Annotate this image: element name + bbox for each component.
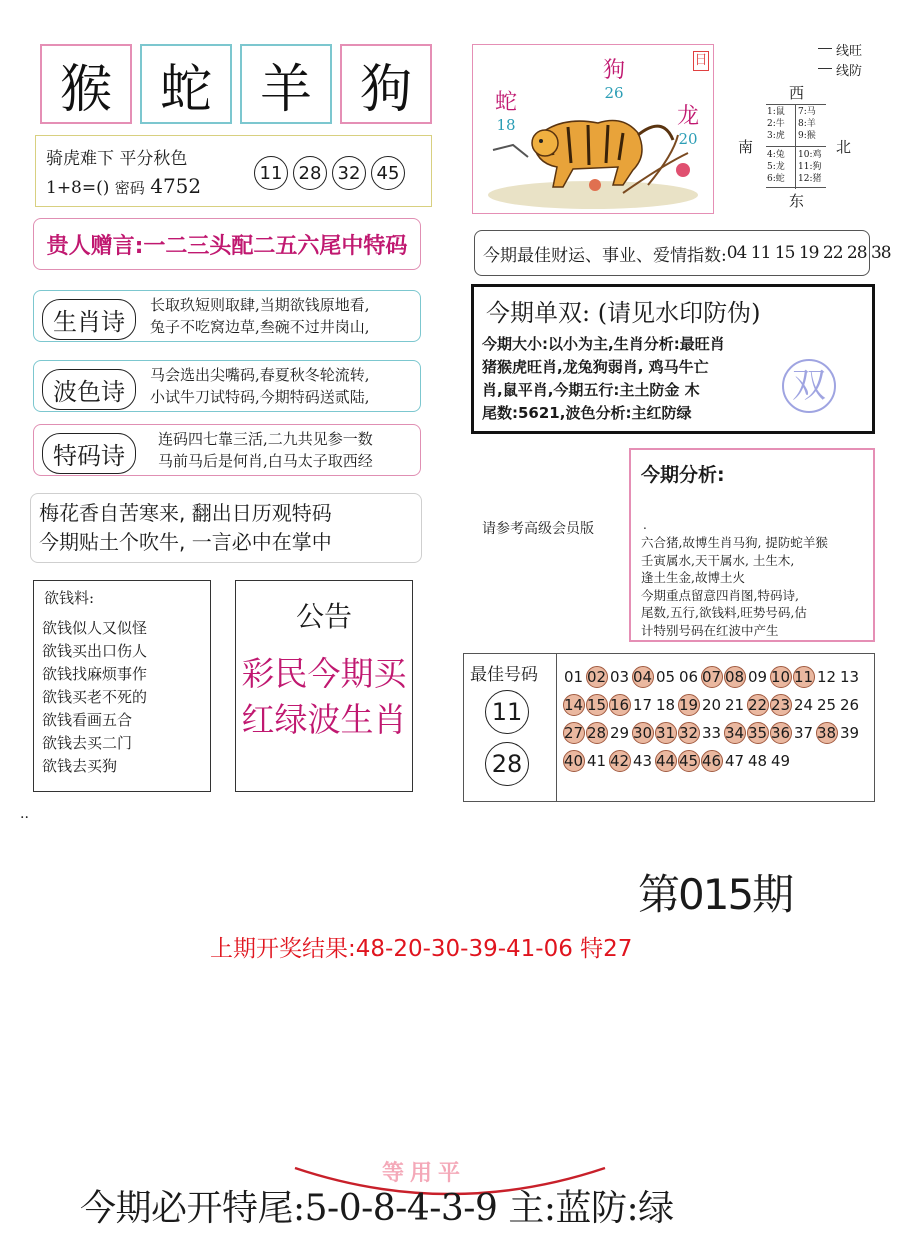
label-dragon-name: 龙 [677,104,700,129]
label-snake [495,85,517,134]
analysis-dot: . [643,518,647,532]
compass-cell-3 [767,149,785,185]
grid-number-highlighted: 14 [563,696,584,714]
grid-number-highlighted: 34 [724,724,745,742]
watermark-stamp: 双 [782,359,836,413]
grid-number: 47 [724,752,745,770]
compass-vline [795,105,796,189]
grid-number: 18 [655,696,676,714]
grid-number: 05 [655,668,676,686]
odd-even-panel [471,284,875,434]
noble-banner [33,218,421,270]
legend-2: 线防 [836,64,863,79]
best-pick-ball: 28 [485,742,529,786]
money-list-items [42,617,147,778]
notice-panel [235,580,413,792]
special-poem-panel [33,424,421,476]
poem-line: 小试牛刀试特码,今期特码送贰陆, [150,388,370,406]
analysis-line: 今期重点留意四肖图,特码诗, [641,587,799,603]
notice-title: 公告 [295,600,352,633]
zodiac-poem-text [150,294,370,338]
password-label: 密码 [114,179,145,197]
compass-cell-item: 6:蛇 [767,174,785,184]
grid-number-highlighted: 11 [793,668,814,686]
money-list-item: 欲钱找麻烦事作 [42,665,148,683]
noble-banner-text: 贵人赠言:一二三头配二五六尾中特码 [46,233,408,259]
label-dog-name: 狗 [603,58,626,83]
grid-number: 20 [701,696,722,714]
analysis-body [641,534,828,639]
grid-number: 13 [839,668,860,686]
analysis-line: 尾数,五行,欲钱料,旺势号码,估 [641,605,807,620]
notice-body [236,651,412,743]
analysis-line: 六合猪,故博生肖马狗, 提防蛇羊猴 [641,535,828,550]
grid-number-highlighted: 02 [586,668,607,686]
tiger-picture-panel [472,44,714,214]
poem-line: 马会选出尖嘴码,春夏秋冬轮流转, [150,366,370,384]
legend-line-1 [818,48,832,49]
analysis-panel [629,448,875,642]
compass-west: 西 [789,84,805,102]
zodiac-box-4: 狗 [340,44,432,124]
legend-1: 线旺 [836,44,863,59]
grid-number: 39 [839,724,860,742]
poem-line: 连码四七靠三活,二九共见参一数 [158,430,373,448]
poem-line: 马前马后是何肖,白马太子取西经 [158,452,373,470]
grid-number-highlighted: 32 [678,724,699,742]
compass-cell-1 [767,106,785,142]
fortune-index-label: 今期最佳财运、事业、爱情指数: [483,245,727,266]
plum-poem-text [39,499,332,557]
grid-number-highlighted: 30 [632,724,653,742]
label-snake-name: 蛇 [495,90,518,115]
odd-even-body [482,333,725,425]
grid-number: 06 [678,668,699,686]
grid-number: 12 [816,668,837,686]
best-numbers-divider [556,654,557,801]
plum-poem-line: 梅花香自苦寒来, 翻出日历观特码 [39,501,332,525]
grid-number-highlighted: 35 [747,724,768,742]
compass [730,44,895,214]
best-numbers-title: 最佳号码 [470,665,538,685]
issue-number: 第015期 [638,870,793,919]
zodiac-poem-label: 生肖诗 [42,299,136,340]
last-result: 上期开奖结果:48-20-30-39-41-06 特27 [210,936,633,962]
compass-cell-item: 4:兔 [767,150,785,160]
analysis-line: 计特别号码在红波中产生 [641,622,779,638]
grid-number-highlighted: 46 [701,752,722,770]
money-list-item: 欲钱看画五合 [42,711,133,729]
grid-number: 29 [609,724,630,742]
money-list-title: 欲钱料: [44,589,95,607]
best-numbers-panel [463,653,875,802]
stamp: 日 [693,51,709,71]
compass-cell-item: 10:鸡 [798,150,822,160]
dots: .. [20,806,29,822]
grid-number: 26 [839,696,860,714]
grid-number: 48 [747,752,768,770]
grid-number: 33 [701,724,722,742]
fortune-index-value: 04 11 15 19 22 28 38 [726,243,891,263]
compass-cell-item: 12:猪 [798,174,822,184]
poem-line: 长取玖短则取肆,当期欲钱原地看, [150,296,370,314]
grid-number-highlighted: 36 [770,724,791,742]
grid-number-highlighted: 07 [701,668,722,686]
compass-cell-item: 2:牛 [767,119,785,129]
grid-number: 43 [632,752,653,770]
riddle-ball: 32 [332,156,366,190]
analysis-line: 逢土生金,故博土火 [641,570,745,585]
compass-hline [766,146,826,147]
grid-number-highlighted: 28 [586,724,607,742]
grid-number-highlighted: 45 [678,752,699,770]
notice-line: 彩民今期买 [241,654,407,693]
special-poem-text [158,428,373,472]
compass-grid [766,104,826,188]
money-list-item: 欲钱去买狗 [42,757,118,775]
compass-north: 北 [836,138,852,156]
grid-number: 41 [586,752,607,770]
riddle-equation: 1+8=() [46,178,110,198]
money-list-item: 欲钱似人又似怪 [42,619,148,637]
grid-number-highlighted: 08 [724,668,745,686]
grid-number: 09 [747,668,768,686]
special-poem-label: 特码诗 [42,433,136,474]
color-poem-text [150,364,370,408]
grid-number: 49 [770,752,791,770]
compass-cell-item: 8:羊 [798,119,816,129]
zodiac-box-3: 羊 [240,44,332,124]
color-poem-panel [33,360,421,412]
number-grid [562,663,874,775]
plum-poem-panel [30,493,422,563]
money-list-panel [33,580,211,792]
grid-number: 17 [632,696,653,714]
grid-number: 25 [816,696,837,714]
grid-number-highlighted: 44 [655,752,676,770]
compass-cell-item: 11:狗 [798,162,822,172]
password-value: 4752 [150,174,202,198]
compass-east: 东 [789,192,805,210]
compass-cell-item: 1:鼠 [767,107,785,117]
grid-number: 03 [609,668,630,686]
analysis-side-note: 请参考高级会员版 [482,521,594,537]
label-snake-num: 18 [496,116,516,134]
grid-number-highlighted: 42 [609,752,630,770]
riddle-ball: 11 [254,156,288,190]
analysis-title: 今期分析: [641,464,725,486]
compass-cell-item: 7:马 [798,107,816,117]
riddle-panel [35,135,432,207]
bottom-faded-text: 等用平 [382,1161,467,1186]
odd-even-line: 今期大小:以小为主,生肖分析:最旺肖 [482,335,725,353]
grid-number-highlighted: 23 [770,696,791,714]
analysis-line: 壬寅属水,天干属水, 土生木, [641,552,795,568]
grid-number-highlighted: 16 [609,696,630,714]
grid-number: 24 [793,696,814,714]
fortune-index-panel [474,230,891,276]
compass-cell-4 [798,149,822,185]
riddle-ball: 28 [293,156,327,190]
zodiac-box-2: 蛇 [140,44,232,124]
odd-even-line: 猪猴虎旺肖,龙兔狗弱肖, 鸡马牛亡 [482,358,709,376]
grid-number: 21 [724,696,745,714]
best-pick-ball: 11 [485,690,529,734]
compass-cell-item: 5:龙 [767,162,785,172]
money-list-item: 欲钱去买二门 [42,734,133,752]
riddle-line1: 骑虎难下 平分秋色 [46,149,188,169]
grid-number-highlighted: 27 [563,724,584,742]
label-dragon-num: 20 [678,130,698,148]
riddle-line2 [46,174,201,198]
label-dog [603,53,625,102]
notice-line: 红绿波生肖 [241,700,407,739]
bottom-tail-prediction: 今期必开特尾:5-0-8-4-3-9 主:蓝防:绿 [80,1188,674,1229]
zodiac-poem-panel [33,290,421,342]
grid-number-highlighted: 04 [632,668,653,686]
legend-line-2 [818,68,832,69]
money-list-item: 欲钱买老不死的 [42,688,148,706]
grid-number-highlighted: 19 [678,696,699,714]
plum-poem-line: 今期贴土个吹牛, 一言必中在掌中 [39,530,332,554]
grid-number-highlighted: 38 [816,724,837,742]
color-poem-label: 波色诗 [42,369,136,410]
zodiac-box-1: 猴 [40,44,132,124]
poem-line: 兔子不吃窝边草,叁碗不过井岗山, [150,318,370,336]
compass-cell-2 [798,106,816,142]
grid-number: 37 [793,724,814,742]
grid-number: 01 [563,668,584,686]
grid-number-highlighted: 22 [747,696,768,714]
compass-cell-item: 3:虎 [767,131,785,141]
odd-even-line: 肖,鼠平肖,今期五行:主土防金 木 [482,381,700,399]
riddle-ball: 45 [371,156,405,190]
grid-number-highlighted: 31 [655,724,676,742]
riddle-balls [254,156,405,190]
label-dragon [677,99,699,148]
odd-even-title: 今期单双: (请见水印防伪) [486,299,761,327]
money-list-item: 欲钱买出口伤人 [42,642,148,660]
grid-number-highlighted: 40 [563,752,584,770]
label-dog-num: 26 [604,84,624,102]
grid-number-highlighted: 15 [586,696,607,714]
compass-south: 南 [738,138,754,156]
odd-even-line: 尾数:5621,波色分析:主红防绿 [482,404,692,422]
grid-number-highlighted: 10 [770,668,791,686]
compass-cell-item: 9:猴 [798,131,816,141]
